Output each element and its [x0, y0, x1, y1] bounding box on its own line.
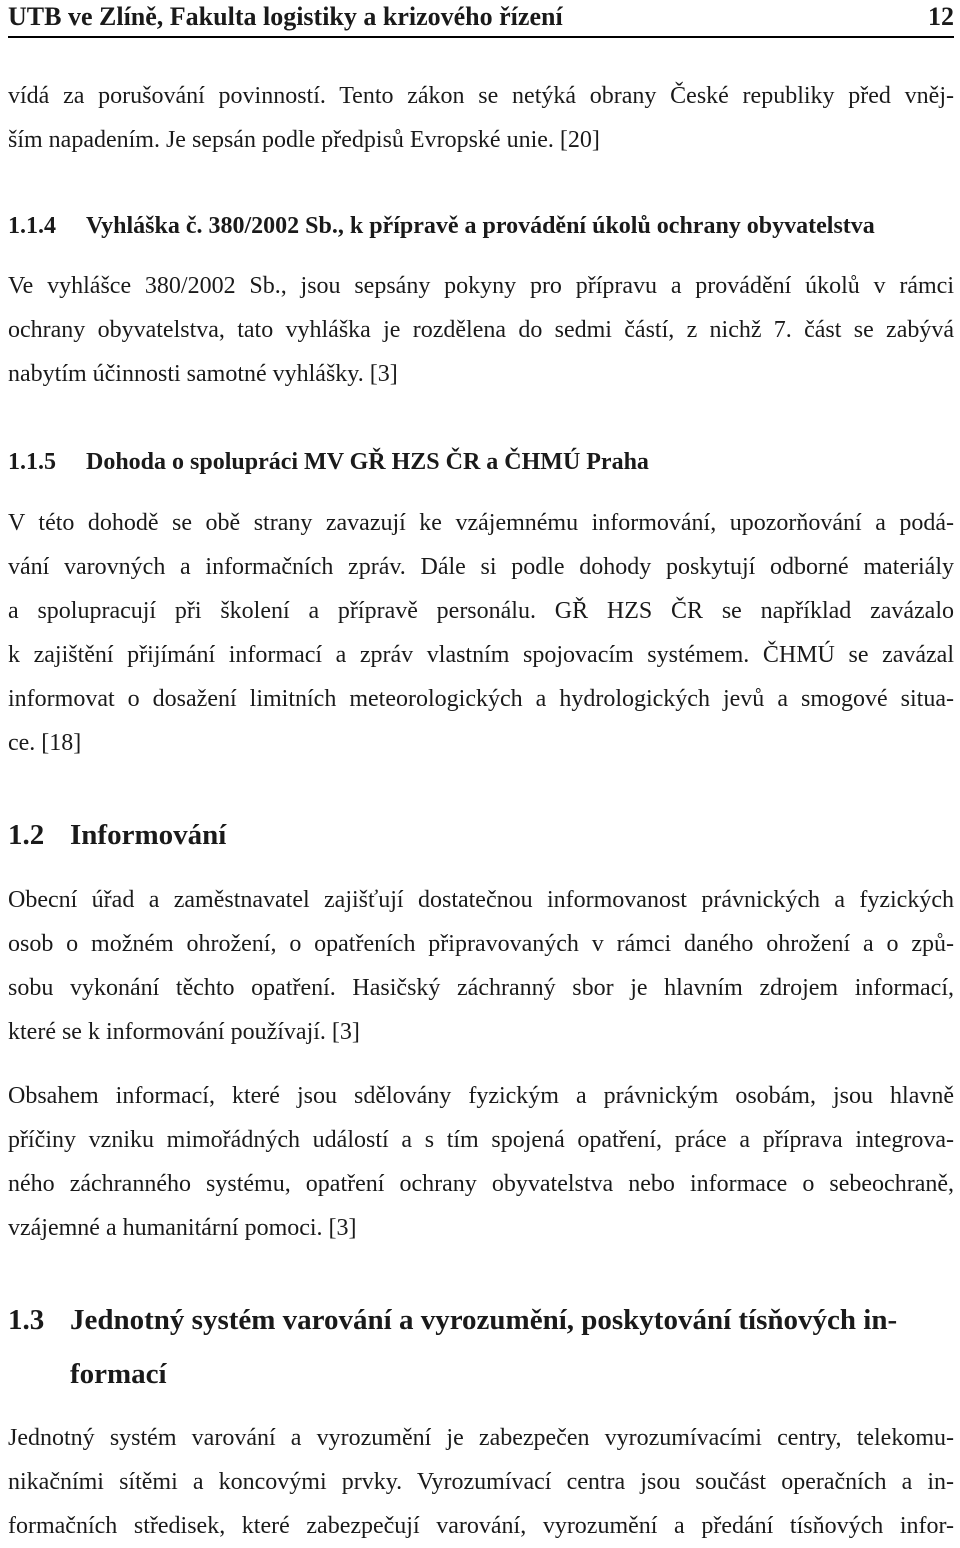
- paragraph-line: a spolupracují při školení a přípravě personálu. GŘ HZS ČR se například zavázalo: [8, 598, 954, 624]
- header-divider: [8, 36, 954, 38]
- section-title: Vyhláška č. 380/2002 Sb., k přípravě a provádění úkolů ochrany obyvatelstva: [86, 213, 875, 239]
- paragraph-line: nikačními sítěmi a koncovými prvky. Vyrozumívací centra jsou součást operačních a in-: [8, 1469, 954, 1495]
- paragraph-line: k zajištění přijímání informací a zpráv vlastním spojovacím systémem. ČHMÚ se zavázal: [8, 642, 954, 668]
- section-1-1-4-paragraph: [8, 264, 954, 396]
- section-title-continuation: formací: [70, 1358, 167, 1390]
- section-heading-1-1-4: [8, 210, 875, 242]
- paragraph-line: vídá za porušování povinností. Tento zákon se netýká obrany České republiky před vněj-: [8, 83, 954, 109]
- paragraph-line: sobu vykonání těchto opatření. Hasičský záchranný sbor je hlavním zdrojem informací,: [8, 975, 954, 1001]
- paragraph-line: příčiny vzniku mimořádných událostí a s tím spojená opatření, práce a příprava integrova-: [8, 1127, 954, 1153]
- section-heading-1-2: [8, 815, 226, 855]
- paragraph-line: ného záchranného systému, opatření ochrany obyvatelstva nebo informace o sebeochraně,: [8, 1171, 954, 1197]
- paragraph-line: které se k informování používají. [3]: [8, 1019, 360, 1045]
- paragraph-line: Jednotný systém varování a vyrozumění je zabezpečen vyrozumívacími centry, telekomu-: [8, 1425, 954, 1451]
- header-title: UTB ve Zlíně, Fakulta logistiky a krizového řízení: [8, 2, 563, 31]
- paragraph-line: V této dohodě se obě strany zavazují ke vzájemnému informování, upozorňování a podá-: [8, 510, 954, 536]
- section-1-1-5-paragraph: [8, 501, 954, 765]
- section-title: Dohoda o spolupráci MV GŘ HZS ČR a ČHMÚ Praha: [86, 449, 649, 475]
- section-title: Jednotný systém varování a vyrozumění, poskytování tísňových in-: [70, 1304, 898, 1336]
- paragraph-line: informovat o dosažení limitních meteorologických a hydrologických jevů a smogové situa-: [8, 686, 954, 712]
- paragraph-line: nabytím účinnosti samotné vyhlášky. [3]: [8, 361, 398, 387]
- paragraph-line: osob o možném ohrožení, o opatřeních připravovaných v rámci daného ohrožení a o způ-: [8, 931, 954, 957]
- section-number: 1.2: [8, 819, 45, 851]
- page-header: [8, 2, 954, 36]
- section-number: 1.3: [8, 1304, 45, 1336]
- paragraph-line: Obsahem informací, které jsou sdělovány fyzickým a právnickým osobám, jsou hlavně: [8, 1083, 954, 1109]
- paragraph-line: formačních středisek, které zabezpečují varování, vyrozumění a předání tísňových infor-: [8, 1513, 954, 1539]
- section-1-3-paragraph: [8, 1416, 954, 1548]
- paragraph-line: ochrany obyvatelstva, tato vyhláška je rozdělena do sedmi částí, z nichž 7. část se zabývá: [8, 317, 954, 343]
- paragraph-line: ce. [18]: [8, 730, 82, 756]
- paragraph-line: vání varovných a informačních zpráv. Dále si podle dohody poskytují odborné materiály: [8, 554, 954, 580]
- section-heading-1-1-5: [8, 446, 649, 478]
- paragraph-line: Obecní úřad a zaměstnavatel zajišťují dostatečnou informovanost právnických a fyzických: [8, 887, 954, 913]
- paragraph-line: Ve vyhlášce 380/2002 Sb., jsou sepsány pokyny pro přípravu a provádění úkolů v rámci: [8, 273, 954, 299]
- section-heading-1-3: [8, 1300, 897, 1340]
- intro-paragraph: [8, 74, 954, 162]
- page-number: 12: [928, 2, 954, 31]
- section-number: 1.1.4: [8, 213, 56, 239]
- section-1-2-paragraph-1: [8, 878, 954, 1054]
- section-title: Informování: [70, 819, 227, 851]
- section-1-2-paragraph-2: [8, 1074, 954, 1250]
- section-number: 1.1.5: [8, 449, 56, 475]
- paragraph-line: vzájemné a humanitární pomoci. [3]: [8, 1215, 357, 1241]
- paragraph-line: ším napadením. Je sepsán podle předpisů Evropské unie. [20]: [8, 127, 600, 153]
